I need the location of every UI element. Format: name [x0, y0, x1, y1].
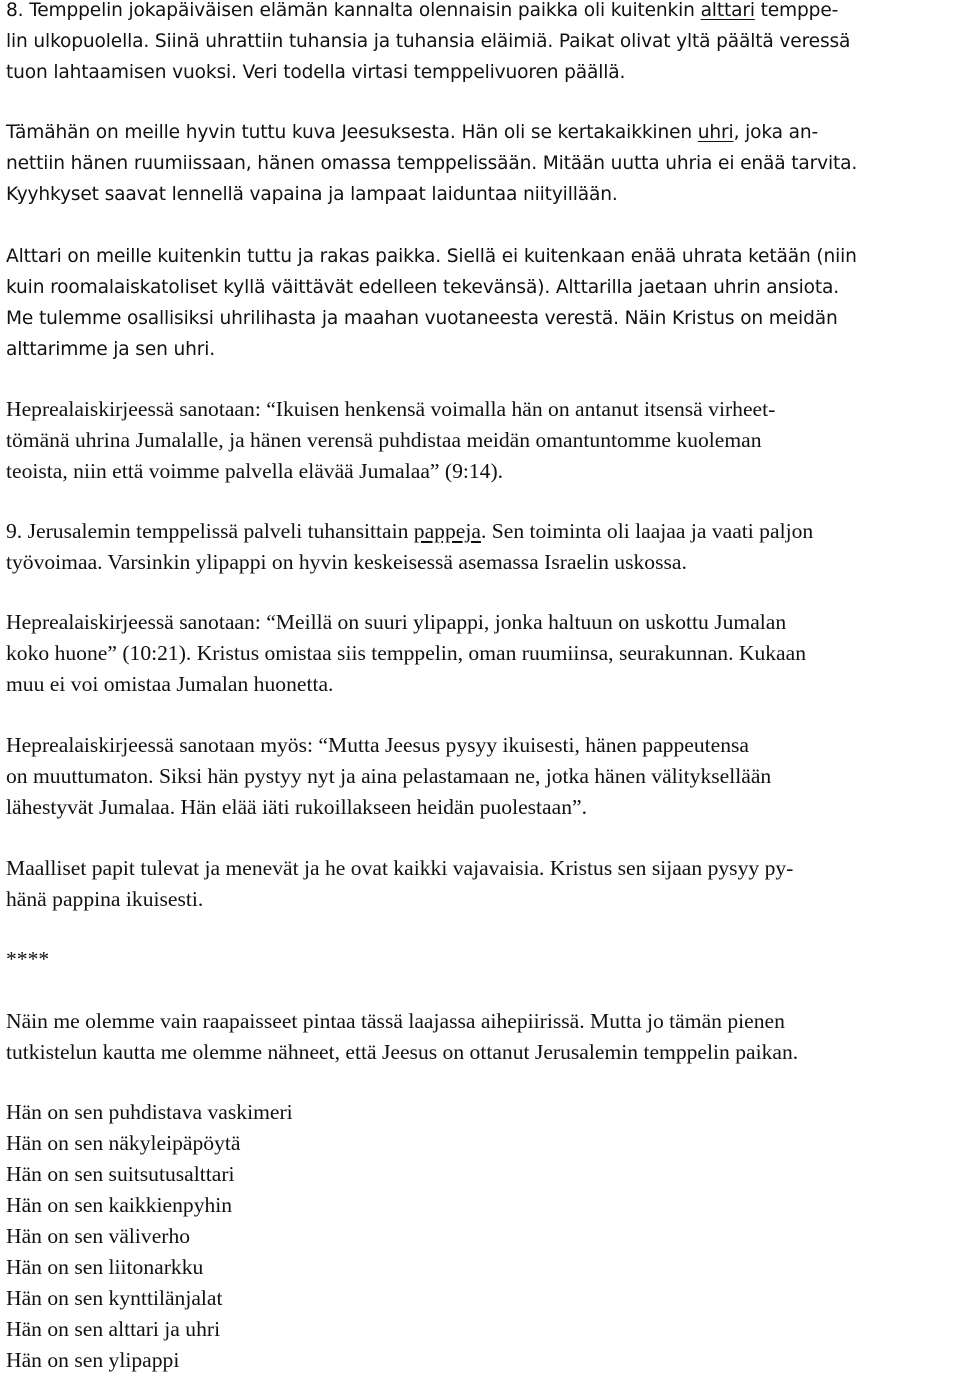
list-item: Hän on sen alttari ja uhri — [6, 1317, 221, 1341]
paragraph-line: Kyyhkyset saavat lennellä vapaina ja lampaat laiduntaa niityillään. — [6, 184, 618, 205]
paragraph-altar — [6, 241, 956, 365]
paragraph-line: Näin me olemme vain raapaisseet pintaa tässä laajassa aihepiirissä. Mutta jo tämän pienen — [6, 1009, 785, 1033]
paragraph-line: Heprealaiskirjeessä sanotaan myös: “Mutta Jeesus pysyy ikuisesti, hänen pappeutensa — [6, 733, 749, 757]
paragraph-hebrews-priesthood — [6, 730, 956, 823]
list-item: Hän on sen ylipappi — [6, 1348, 180, 1372]
paragraph-line: kuin roomalaiskatoliset kyllä väittävät edelleen tekevänsä). Alttarilla jaetaan uhrin ansiota. — [6, 277, 840, 298]
paragraph-line: muu ei voi omistaa Jumalan huonetta. — [6, 672, 334, 696]
paragraph-line: Me tulemme osallisiksi uhrilihasta ja maahan vuotaneesta verestä. Näin Kristus on meidän — [6, 308, 838, 329]
paragraph-line: tömänä uhrina Jumalalle, ja hänen verensä puhdistaa meidän omantuntomme kuoleman — [6, 428, 762, 452]
paragraph-line: Maalliset papit tulevat ja menevät ja he ovat kaikki vajavaisia. Kristus sen sijaan pysyy py- — [6, 856, 794, 880]
paragraph-hebrews-10-21 — [6, 607, 956, 700]
paragraph-line: teoista, niin että voimme palvella elävää Jumalaa” (9:14). — [6, 459, 504, 483]
paragraph-line — [6, 0, 956, 26]
list-item: Hän on sen väliverho — [6, 1224, 191, 1248]
paragraph-line: alttarimme ja sen uhri. — [6, 339, 216, 360]
paragraph-line: Heprealaiskirjeessä sanotaan: “Meillä on suuri ylipappi, jonka haltuun on uskottu Jumalan — [6, 610, 787, 634]
paragraph-line — [6, 516, 956, 547]
paragraph-line: koko huone” (10:21). Kristus omistaa siis temppelin, oman ruumiinsa, seurakunnan. Kukaan — [6, 641, 807, 665]
paragraph-line: työvoimaa. Varsinkin ylipappi on hyvin keskeisessä asemassa Israelin uskossa. — [6, 550, 687, 574]
text-run: , joka an- — [733, 122, 819, 143]
paragraph-line: nettiin hänen ruumiissaan, hänen omassa temppelissään. Mitään uutta uhria ei enää tarvita. — [6, 153, 858, 174]
christ-list — [6, 1097, 956, 1376]
list-item: Hän on sen liitonarkku — [6, 1255, 204, 1279]
text-run: temppe- — [754, 0, 839, 21]
paragraph-line: Heprealaiskirjeessä sanotaan: “Ikuisen henkensä voimalla hän on antanut itsensä virheet- — [6, 397, 776, 421]
list-item: Hän on sen kynttilänjalat — [6, 1286, 223, 1310]
paragraph-conclusion — [6, 1006, 956, 1068]
link-uhri[interactable]: uhri — [697, 122, 734, 143]
paragraph-line: Alttari on meille kuitenkin tuttu ja rakas paikka. Siellä ei kuitenkaan enää uhrata ketään (niin — [6, 246, 857, 267]
separator-text: **** — [6, 947, 50, 971]
paragraph-line: tutkistelun kautta me olemme nähneet, että Jeesus on ottanut Jerusalemin temppelin paikan. — [6, 1040, 799, 1064]
paragraph-line: tuon lahtaamisen vuoksi. Veri todella virtasi temppelivuoren päällä. — [6, 62, 626, 83]
paragraph-9 — [6, 516, 956, 578]
text-run: 9. Jerusalemin temppelissä palveli tuhansittain — [6, 519, 414, 543]
section-separator — [6, 944, 956, 975]
paragraph-line: lähestyvät Jumalaa. Hän elää iäti rukoillakseen heidän puolestaan”. — [6, 795, 588, 819]
text-run: Tämähän on meille hyvin tuttu kuva Jeesuksesta. Hän oli se kertakaikkinen — [6, 122, 698, 143]
link-pappeja[interactable]: pappeja — [413, 519, 481, 543]
paragraph-line: on muuttumaton. Siksi hän pystyy nyt ja aina pelastamaan ne, jotka hänen välityksellään — [6, 764, 772, 788]
list-item: Hän on sen suitsutusalttari — [6, 1162, 235, 1186]
paragraph-8 — [6, 0, 956, 88]
paragraph-line: lin ulkopuolella. Siinä uhrattiin tuhansia ja tuhansia eläimiä. Paikat olivat yltä päältä veressä — [6, 31, 851, 52]
list-item: Hän on sen puhdistava vaskimeri — [6, 1100, 293, 1124]
list-item: Hän on sen kaikkienpyhin — [6, 1193, 233, 1217]
text-run: . Sen toiminta oli laajaa ja vaati paljon — [480, 519, 814, 543]
paragraph-line: hänä pappina ikuisesti. — [6, 887, 204, 911]
paragraph-line — [6, 117, 956, 148]
paragraph-hebrews-9-14 — [6, 394, 956, 487]
list-item: Hän on sen näkyleipäpöytä — [6, 1131, 241, 1155]
text-run: 8. Temppelin jokapäiväisen elämän kannalta olennaisin paikka oli kuitenkin — [6, 0, 701, 21]
paragraph-jesus-sacrifice — [6, 117, 956, 210]
paragraph-earthly-priests — [6, 853, 956, 915]
link-alttari[interactable]: alttari — [700, 0, 755, 21]
